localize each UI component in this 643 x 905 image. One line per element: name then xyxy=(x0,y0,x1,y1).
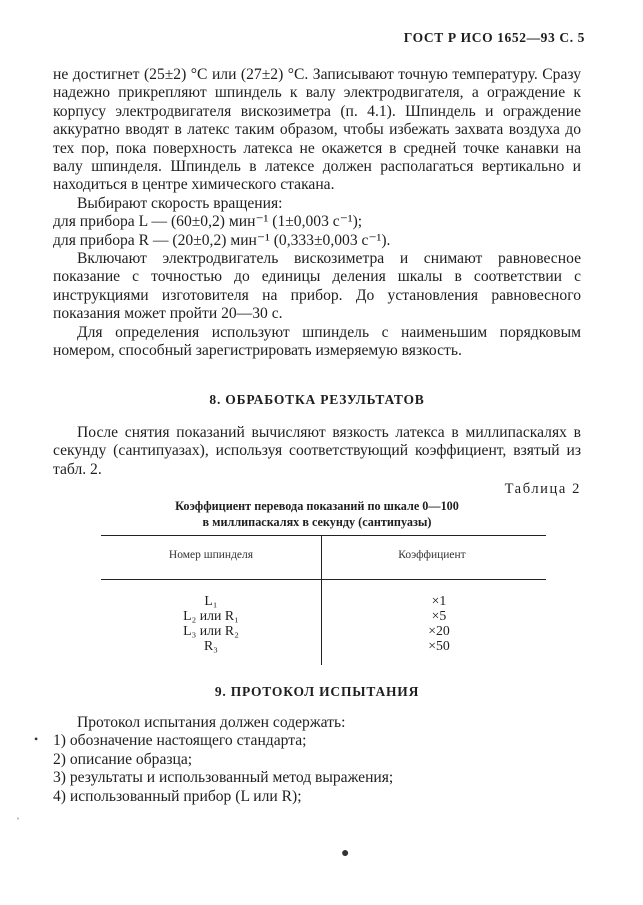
table-row-spindle: R₃ xyxy=(203,638,218,653)
table-row-coefficient: ×50 xyxy=(428,638,450,653)
list-item: 2) описание образца; xyxy=(53,750,193,768)
table-label: Таблица 2 xyxy=(504,481,581,497)
table-row-coefficient: ×5 xyxy=(431,608,447,623)
section-9-title: 9. ПРОТОКОЛ ИСПЫТАНИЯ xyxy=(214,684,420,699)
coefficient-table xyxy=(101,535,546,665)
speed-line-L: для прибора L — (60±0,2) мин⁻¹ (1±0,003 с⁻¹); xyxy=(53,213,363,231)
table-row-coefficient: ×20 xyxy=(428,623,450,638)
table-caption xyxy=(53,499,581,530)
table-caption-line-1: Коэффициент перевода показаний по шкале 0—100 xyxy=(175,499,459,513)
list-item: 3) результаты и использованный метод выражения; xyxy=(53,769,394,787)
table-header-rule xyxy=(101,579,546,580)
paragraph-temperature: не достигнет (25±2) °C или (27±2) °C. Записывают точную температуру. Сразу надежно прикрепляют шпиндель к валу электродвигателя, а ограждение к корпусу электродвигателя вискозиметра (п. 4.1). Шпиндель и ограждение аккуратно вводят в латекс таким образом, чтобы избежать захвата воздуха до тех пор, пока поверхность латекса не окажется в средней точке канавки на валу шпинделя. Шпиндель в латексе должен располагаться вертикально и находиться в центре химического стакана. xyxy=(53,66,581,194)
table-row-coefficient: ×1 xyxy=(431,593,447,608)
table-row-spindle: L₁ xyxy=(204,593,218,608)
list-item: 1) обозначение настоящего стандарта; xyxy=(53,732,307,750)
intro-section xyxy=(53,66,581,361)
margin-tick: ˈ xyxy=(16,815,20,829)
table-row-spindle: L₃ или R₂ xyxy=(183,623,239,638)
section-8-title: 8. ОБРАБОТКА РЕЗУЛЬТАТОВ xyxy=(209,392,425,407)
page-header: ГОСТ Р ИСО 1652—93 С. 5 xyxy=(403,30,585,45)
header-spindle-number: Номер шпинделя xyxy=(168,549,254,561)
table-row-spindle: L₂ или R₁ xyxy=(183,608,239,623)
paragraph-spindle-choice: Для определения используют шпиндель с наименьшим порядковым номером, способный зарегистрировать измеряемую вязкость. xyxy=(53,323,581,360)
section-9-body xyxy=(53,714,581,806)
coefficient-column xyxy=(322,593,542,653)
protocol-intro: Протокол испытания должен содержать: xyxy=(77,714,346,731)
section-8-body xyxy=(53,424,581,479)
header-coefficient: Коэффициент xyxy=(398,549,466,561)
speed-line-R: для прибора R — (20±0,2) мин⁻¹ (0,333±0,003 с⁻¹). xyxy=(53,231,391,249)
table-caption-line-2: в миллипаскалях в секунду (сантипуазы) xyxy=(202,514,432,529)
margin-dot: • xyxy=(34,732,39,746)
section-8-paragraph: После снятия показаний вычисляют вязкость латекса в миллипаскалях в секунду (сантипуазах), используя соответствующий коэффициент, взятый из табл. 2. xyxy=(53,424,581,478)
table-top-rule xyxy=(101,535,546,536)
list-item: 4) использованный прибор (L или R); xyxy=(53,787,302,805)
paragraph-equilibrium: Включают электродвигатель вискозиметра и снимают равновесное показание с точностью до единицы деления шкалы в соответствии с инструкциями изготовителя на прибор. До установления равновесного показания может пройти 20—30 с. xyxy=(53,250,581,323)
paragraph-speed-intro: Выбирают скорость вращения: xyxy=(77,194,283,212)
spindle-column xyxy=(101,593,321,653)
bottom-dot: ● xyxy=(341,846,350,861)
